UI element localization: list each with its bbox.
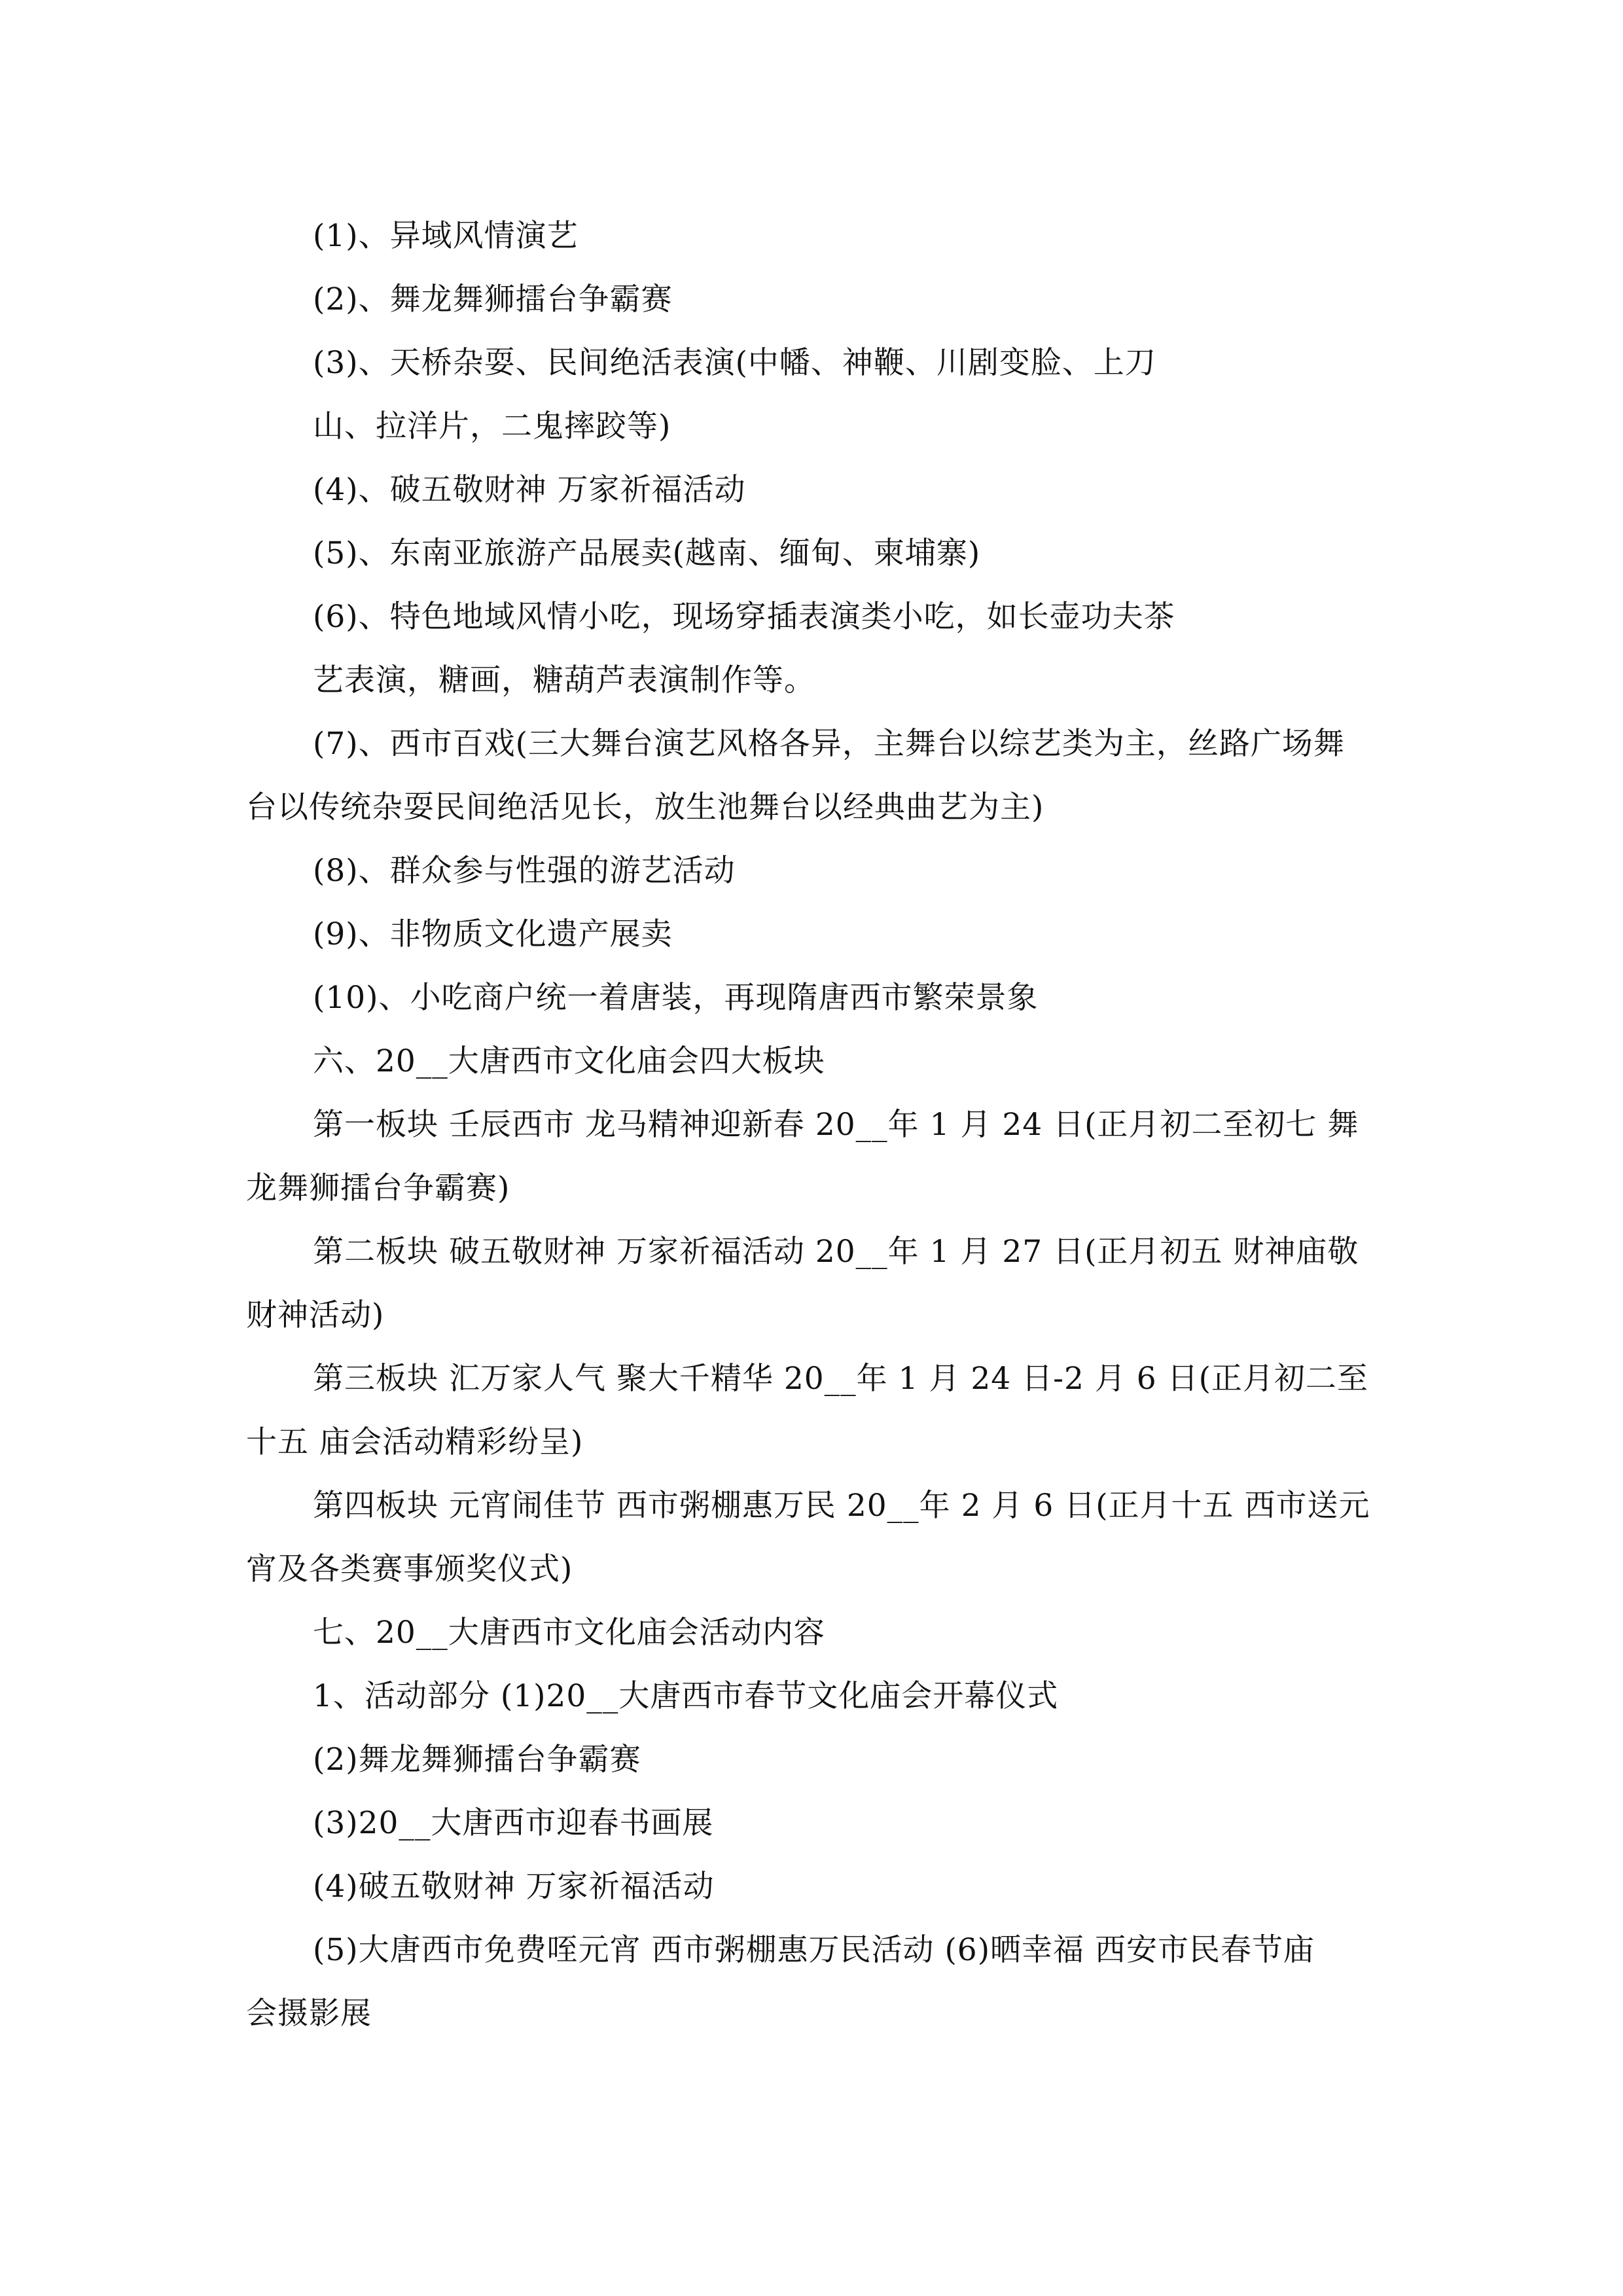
document-body: [246, 204, 1378, 2045]
activity-item-2: (2)舞龙舞狮擂台争霸赛: [313, 1742, 641, 1778]
list-item-2: (2)、舞龙舞狮擂台争霸赛: [313, 281, 673, 317]
activity-item-5-6: (5)大唐西市免费咥元宵 西市粥棚惠万民活动 (6)晒幸福 西安市民春节庙: [313, 1932, 1315, 1968]
block-4: 第四板块 元宵闹佳节 西市粥棚惠万民 20__年 2 月 6 日(正月十五 西市送元: [313, 1488, 1370, 1524]
block-3: 第三板块 汇万家人气 聚大千精华 20__年 1 月 24 日-2 月 6 日(正月初二至: [313, 1361, 1368, 1397]
block-2-cont: 财神活动): [246, 1297, 385, 1333]
block-3-cont: 十五 庙会活动精彩纷呈): [246, 1424, 584, 1460]
block-2: 第二板块 破五敬财神 万家祈福活动 20__年 1 月 27 日(正月初五 财神庙敬: [313, 1234, 1359, 1270]
list-item-9: (9)、非物质文化遗产展卖: [313, 916, 673, 952]
block-1: 第一板块 壬辰西市 龙马精神迎新春 20__年 1 月 24 日(正月初二至初七 舞: [313, 1107, 1359, 1143]
list-item-7: (7)、西市百戏(三大舞台演艺风格各异，主舞台以综艺类为主，丝路广场舞: [313, 726, 1345, 762]
section-heading-7: 七、20__大唐西市文化庙会活动内容: [313, 1615, 825, 1651]
list-item-3-cont: 山、拉洋片，二鬼摔跤等): [313, 408, 671, 444]
activity-item-4: (4)破五敬财神 万家祈福活动: [313, 1869, 715, 1905]
list-item-4: (4)、破五敬财神 万家祈福活动: [313, 472, 746, 508]
list-item-5: (5)、东南亚旅游产品展卖(越南、缅甸、柬埔寨): [313, 535, 981, 571]
activity-item-3: (3)20__大唐西市迎春书画展: [313, 1805, 714, 1841]
list-item-3: (3)、天桥杂耍、民间绝活表演(中幡、神鞭、川剧变脸、上刀: [313, 345, 1156, 381]
list-item-6-cont: 艺表演，糖画，糖葫芦表演制作等。: [313, 662, 815, 698]
block-1-cont: 龙舞狮擂台争霸赛): [246, 1170, 510, 1206]
section-heading-6: 六、20__大唐西市文化庙会四大板块: [313, 1043, 825, 1079]
list-item-7-cont: 台以传统杂耍民间绝活见长，放生池舞台以经典曲艺为主): [246, 789, 1044, 825]
activity-part-1: 1、活动部分 (1)20__大唐西市春节文化庙会开幕仪式: [313, 1678, 1059, 1714]
activity-item-6-cont: 会摄影展: [246, 1996, 372, 2032]
list-item-1: (1)、异域风情演艺: [313, 218, 579, 254]
block-4-cont: 宵及各类赛事颁奖仪式): [246, 1551, 573, 1587]
list-item-6: (6)、特色地域风情小吃，现场穿插表演类小吃，如长壶功夫茶: [313, 599, 1175, 635]
list-item-8: (8)、群众参与性强的游艺活动: [313, 853, 736, 889]
list-item-10: (10)、小吃商户统一着唐装，再现隋唐西市繁荣景象: [313, 980, 1039, 1016]
